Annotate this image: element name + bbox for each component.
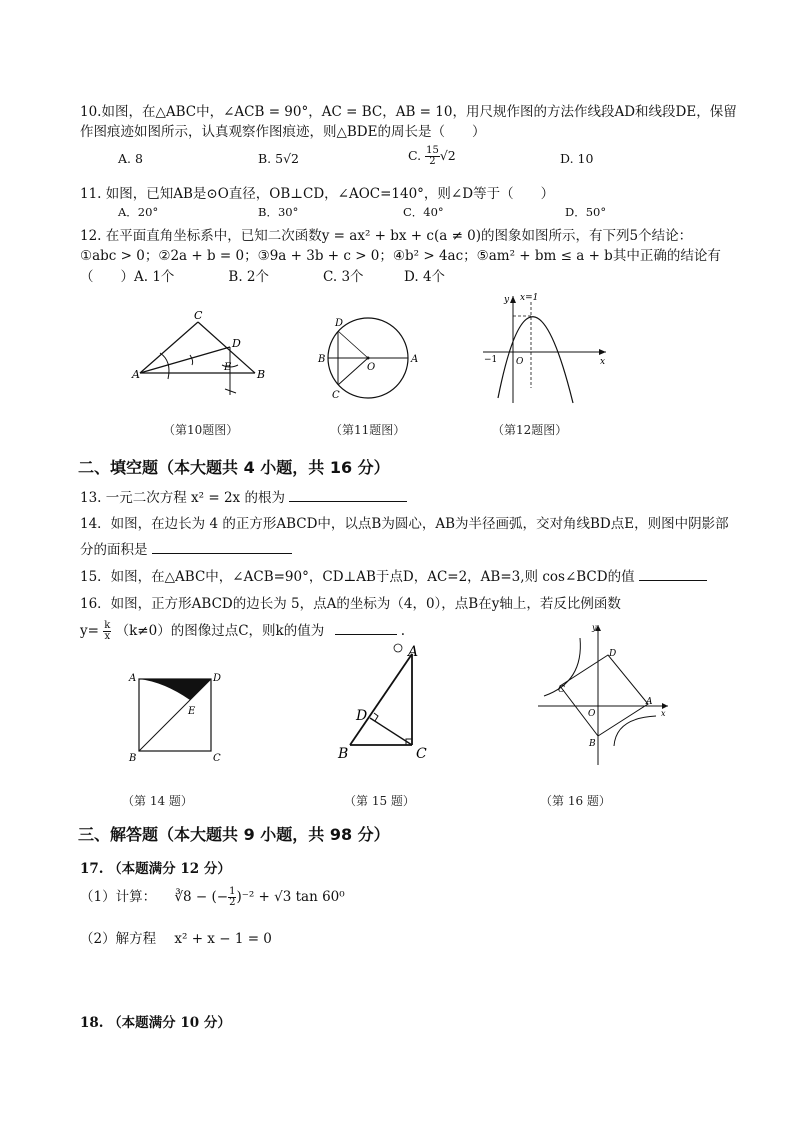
fig10-label-c: C — [194, 309, 203, 322]
fig10-label-a: A — [132, 368, 140, 381]
fig12-label-origin: O — [516, 357, 524, 367]
fig16-label-a: A — [646, 697, 653, 707]
q11-option-c: C．40° — [403, 205, 444, 219]
q13-answer-blank[interactable] — [289, 489, 407, 502]
fig16-label-d: D — [609, 649, 617, 659]
q15-text: 15．如图，在△ABC中，∠ACB=90°，CD⊥AB于点D，AC=2，AB=3,则 cos∠BCD的值 — [80, 569, 635, 585]
fig12-label-y: y — [504, 295, 510, 305]
fraction-numerator: k — [104, 620, 111, 631]
q10-line1: 10.如图，在△ABC中，∠ACB = 90°，AC = BC，AB = 10，用尺规作图的方法作线段AD和线段DE，保留 — [80, 104, 737, 120]
q16-text: （k≠0）的图像过点C，则k的值为 — [115, 623, 325, 639]
q12-line3: （ ）A. 1个 B. 2个 C. 3个 D. 4个 — [80, 269, 446, 285]
figure-16 — [530, 620, 675, 770]
fig12-label-axis: x=1 — [520, 293, 539, 303]
fig15-label-c: C — [416, 746, 427, 762]
fig14-label-b: B — [129, 753, 137, 764]
q18-title: 18. （本题满分 10 分） — [80, 1015, 231, 1031]
q17-part1-label: （1）计算： — [80, 889, 157, 905]
fig16-label-b: B — [589, 739, 596, 749]
figure-15-caption: （第 15 题） — [344, 794, 415, 808]
fig11-label-c: C — [332, 390, 340, 401]
fig16-label-x: x — [661, 709, 666, 718]
q11-option-a: A．20° — [118, 205, 159, 219]
fig14-label-a: A — [129, 673, 137, 684]
figure-11-caption: （第11题图） — [330, 423, 406, 437]
q15-answer-blank[interactable] — [639, 568, 707, 581]
fig14-label-c: C — [213, 753, 221, 764]
q11-option-b: B．30° — [258, 205, 299, 219]
fig10-label-e: E — [224, 362, 232, 373]
fraction-numerator: 15 — [426, 145, 439, 156]
fig11-label-o: O — [367, 362, 376, 373]
fig12-label-x: x — [600, 357, 606, 367]
q16-line2 — [80, 619, 405, 642]
fig16-label-c: C — [558, 685, 565, 695]
q10-option-b: B. 5√2 — [258, 151, 300, 166]
fig11-label-b: B — [318, 354, 326, 365]
fraction-denominator: 2 — [429, 156, 436, 167]
q17-part2 — [80, 927, 272, 947]
q17-part1-expr-a: ∛8 − (− — [174, 889, 229, 905]
figure-16-caption: （第 16 题） — [540, 794, 611, 808]
fig16-label-y: y — [592, 623, 597, 632]
q13-text: 13. 一元二次方程 x² = 2x 的根为 — [80, 490, 285, 506]
q10-option-c-suffix: √2 — [439, 148, 456, 163]
q14-answer-blank[interactable] — [152, 541, 292, 554]
figure-12-caption: （第12题图） — [492, 423, 568, 437]
fig14-label-d: D — [213, 673, 222, 684]
fraction-denominator: 2 — [229, 897, 236, 908]
q10-line2: 作图痕迹如图所示，认真观察作图痕迹，则△BDE的周长是（ ） — [80, 124, 486, 140]
q11-line1: 11. 如图，已知AB是⊙O直径，OB⊥CD，∠AOC=140°，则∠D等于（ ） — [80, 186, 555, 202]
fraction-denominator: x — [104, 631, 111, 642]
figure-10-caption: （第10题图） — [163, 423, 239, 437]
q10-option-d: D. 10 — [560, 151, 594, 166]
fig11-label-d: D — [335, 318, 344, 329]
section-3-title: 三、解答题（本大题共 9 小题，共 98 分） — [78, 825, 390, 844]
figure-10 — [130, 305, 280, 415]
q12-line2: ①abc > 0；②2a + b = 0；③9a + 3b + c > 0；④b² > 4ac；⑤am² + bm ≤ a + b其中正确的结论有 — [80, 248, 721, 264]
fraction-numerator: 1 — [229, 886, 236, 897]
fig15-label-a: A — [408, 644, 419, 660]
fig10-label-b: B — [257, 368, 266, 381]
q16-y-equals: y= — [80, 623, 99, 639]
fig10-label-d: D — [232, 337, 241, 350]
figure-15 — [330, 640, 440, 765]
q17-title: 17. （本题满分 12 分） — [80, 861, 231, 877]
q17-part2-label: （2）解方程 — [80, 931, 157, 947]
q11-option-d: D．50° — [565, 205, 607, 219]
q16-answer-blank[interactable] — [335, 622, 397, 635]
figure-12 — [478, 288, 613, 408]
fig11-label-a: A — [411, 354, 419, 365]
q17-part1 — [80, 885, 345, 908]
q16-line1: 16．如图，正方形ABCD的边长为 5，点A的坐标为（4，0），点B在y轴上，若反比例函数 — [80, 596, 621, 612]
q16-period: . — [400, 623, 406, 639]
figure-11 — [315, 310, 425, 410]
q15-line — [80, 565, 707, 585]
q14-text: 分的面积是 — [80, 542, 148, 558]
q10-option-c — [408, 146, 456, 167]
section-2-title: 二、填空题（本大题共 4 小题，共 16 分） — [78, 458, 390, 477]
figure-14-caption: （第 14 题） — [122, 794, 193, 808]
q10-option-c-prefix: C. — [408, 148, 422, 163]
q14-line2 — [80, 538, 292, 558]
q12-line1: 12. 在平面直角坐标系中，已知二次函数y = ax² + bx + c(a ≠ 0)的图象如图所示，有下列5个结论： — [80, 228, 693, 244]
fig15-label-d: D — [356, 708, 368, 724]
fig15-label-b: B — [338, 746, 349, 762]
q16-fraction — [103, 621, 111, 642]
q17-part1-expr-b: )⁻² + √3 tan 60⁰ — [236, 889, 345, 905]
q10-option-c-fraction — [425, 146, 440, 167]
figure-14 — [124, 668, 224, 768]
q17-part2-expr: x² + x − 1 = 0 — [174, 931, 272, 947]
q13-line — [80, 486, 407, 506]
fig14-label-e: E — [188, 706, 196, 717]
q14-line1: 14．如图，在边长为 4 的正方形ABCD中，以点B为圆心，AB为半径画弧，交对角线BD点E，则图中阴影部 — [80, 516, 729, 532]
fig12-label-neg1: −1 — [484, 355, 498, 365]
fig16-label-o: O — [588, 709, 596, 719]
q10-option-a: A. 8 — [118, 151, 143, 166]
